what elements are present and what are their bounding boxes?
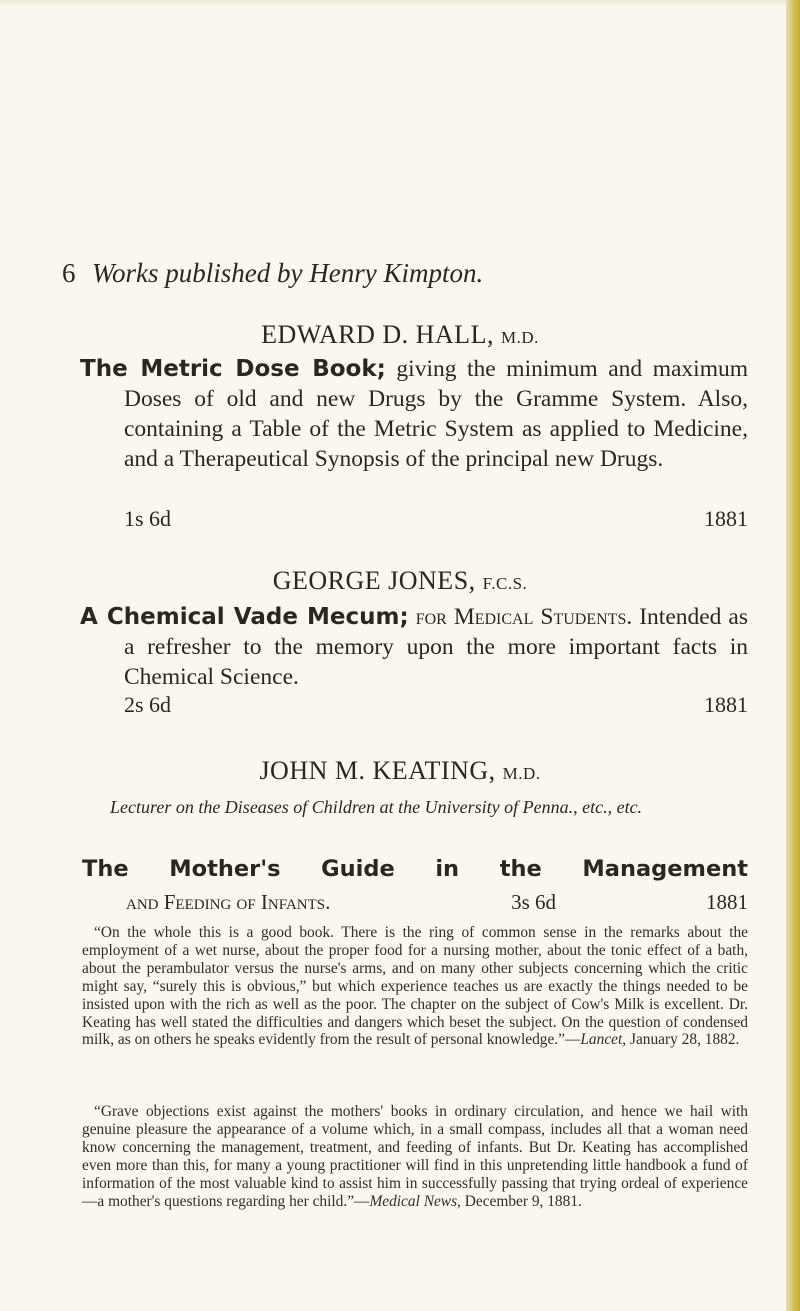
book-description: Intended as a refresher to the memory upon the more important facts in Chemical Science. — [124, 604, 749, 690]
book-entry-metric-dose — [80, 354, 748, 474]
author-name: JOHN M. KEATING, — [259, 756, 496, 785]
author-heading-jones — [0, 566, 800, 596]
book-year: 1881 — [704, 692, 748, 717]
author-affiliation: Lecturer on the Diseases of Children at the University of Penna., etc., etc. — [110, 797, 643, 817]
review-date: December 9, 1881. — [460, 1192, 582, 1210]
book-audience: for Medical Students. — [415, 604, 633, 630]
book-title: The Mother's Guide in the Management — [82, 856, 748, 882]
review-text: “Grave objections exist against the mothers' books in ordinary circulation, and hence we hail with genuine pleasure the appearance of a volume which, in a small compass, includes all that a woman need know concerning the management, treatment, and feeding of infants. But Dr. Keating has accomplished even more than this, for many a young practitioner will find in this unpretending little handbook a fund of information of the most valuable kind to assist him in successfully passing that trying ordeal of experience—a mother's questions regarding her child.”— — [82, 1103, 748, 1210]
page-number: 6 — [62, 258, 76, 288]
page-edge-gilt — [786, 0, 800, 1311]
review-source: Medical News, — [369, 1192, 461, 1210]
book-subtitle: and Feeding of Infants. — [126, 890, 331, 914]
review-medical-news — [82, 1103, 748, 1210]
page-top-shadow — [0, 0, 800, 6]
book-year: 1881 — [704, 506, 748, 531]
book-title: The Metric Dose Book; — [80, 356, 386, 382]
book-year: 1881 — [706, 890, 748, 914]
book-price: 3s 6d — [511, 890, 556, 914]
review-source: Lancet, — [580, 1031, 627, 1049]
author-name: GEORGE JONES, — [272, 566, 476, 595]
author-heading-hall — [0, 320, 800, 350]
book-price: 2s 6d — [124, 692, 172, 717]
author-degree: M.D. — [500, 328, 539, 347]
running-head-title: Works published by Henry Kimpton. — [92, 258, 484, 288]
author-heading-keating — [0, 756, 800, 786]
book-entry-vade-mecum — [80, 602, 748, 692]
review-text: “On the whole this is a good book. There is the ring of common sense in the remarks about the employment of a wet nurse, about the proper food for a nursing mother, about the tonic effect of a bath, about the perambulator versus the nurse's arms, and on many other subjects concerning which the critic might say, “surely this is obvious,” but which experience teaches us are exactly the things needed to be insisted upon with the rich as well as the poor. The chapter on the subject of Cow's Milk is excellent. Dr. Keating has well stated the difficulties and dangers which beset the subject. On the question of condensed milk, as on others he speaks evidently from the result of personal knowledge.”— — [82, 924, 748, 1049]
review-lancet — [82, 924, 748, 1049]
book-title: A Chemical Vade Mecum; — [80, 604, 409, 630]
review-date: January 28, 1882. — [626, 1031, 740, 1049]
author-degree: F.C.S. — [482, 574, 528, 593]
book-subtitle-line — [126, 890, 748, 915]
author-degree: M.D. — [502, 764, 541, 783]
price-line — [124, 692, 748, 718]
book-description: giving the minimum and maximum Doses of old and new Drugs by the Gramme System. Also, containing a Table of the Metric System as applied to Medicine, and a Therapeutical Synopsis of the principal new Drugs. — [124, 356, 749, 472]
book-price: 1s 6d — [124, 506, 172, 531]
price-line — [124, 506, 748, 532]
author-name: EDWARD D. HALL, — [261, 320, 494, 349]
